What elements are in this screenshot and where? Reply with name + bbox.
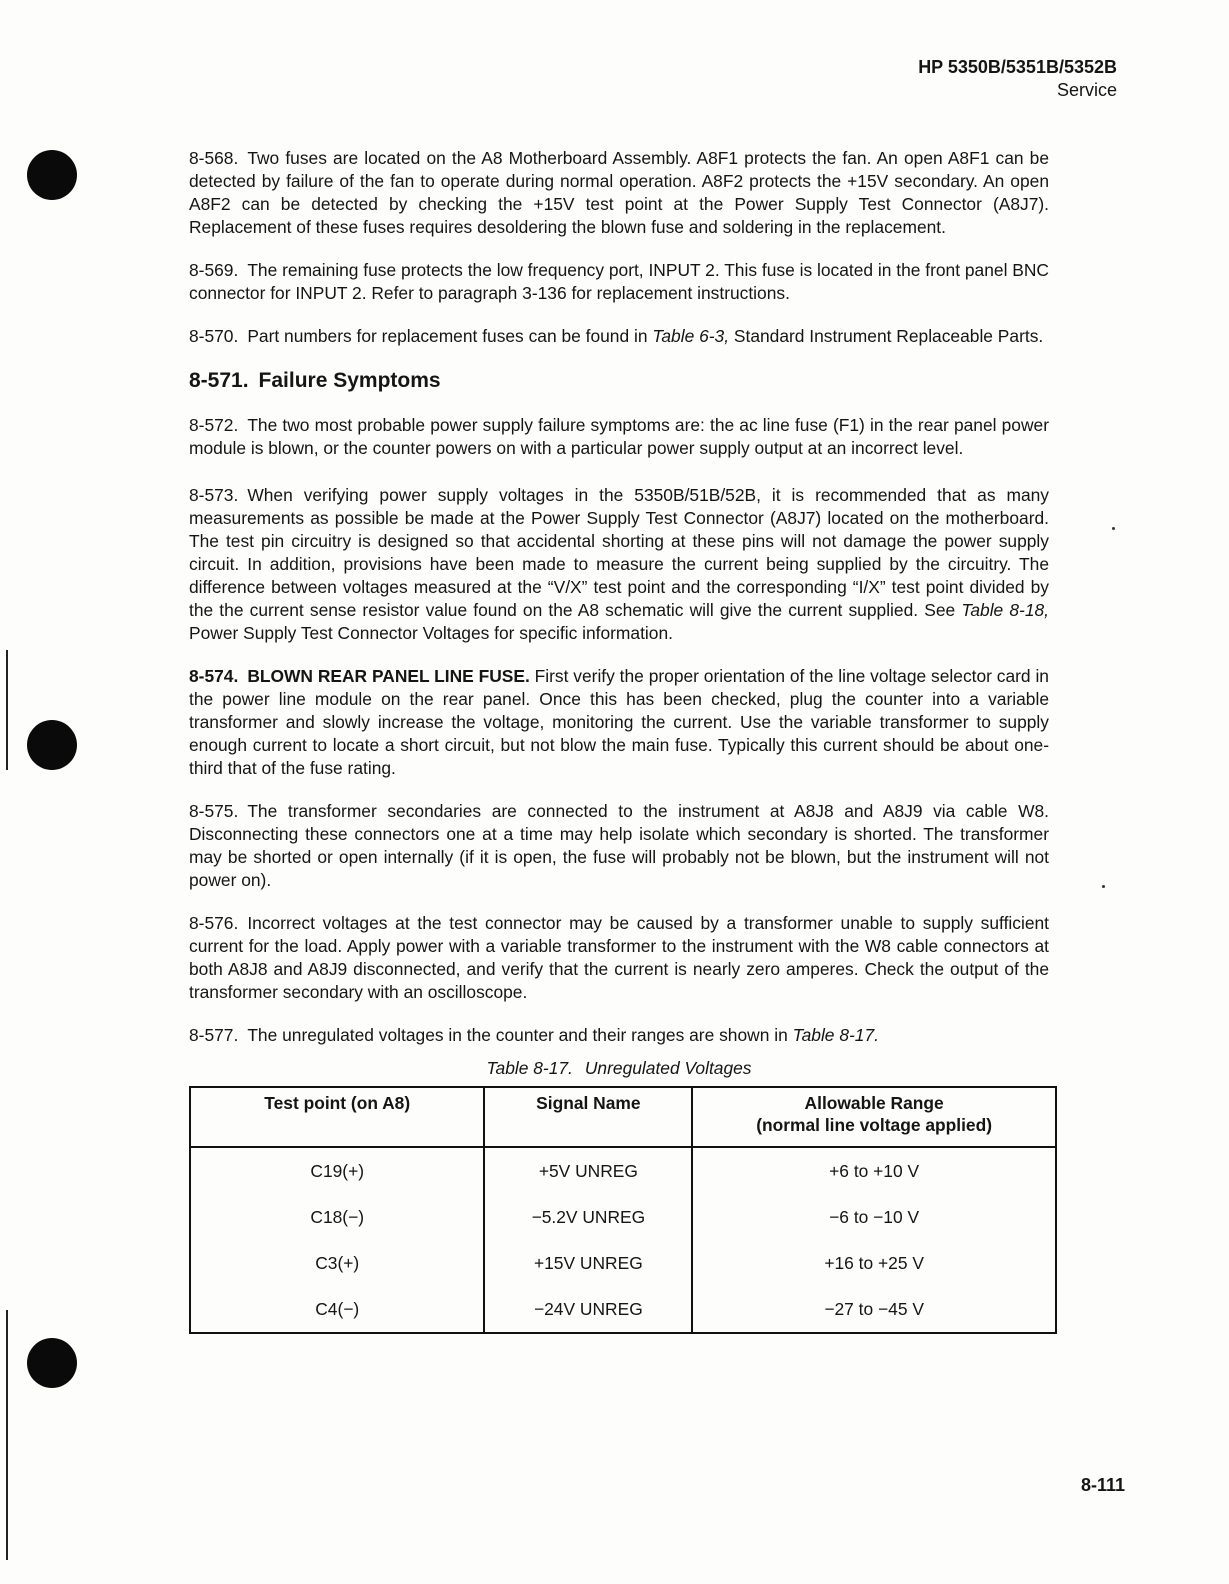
table-cell: −27 to −45 V	[692, 1286, 1056, 1333]
paragraph-8-576	[189, 912, 1049, 1004]
paragraph-8-568	[189, 147, 1049, 239]
paragraph-text: Power Supply Test Connector Voltages for specific information.	[189, 623, 673, 643]
paragraph-8-570	[189, 325, 1049, 348]
table-row	[190, 1286, 1056, 1333]
paragraph-text: Part numbers for replacement fuses can be found in	[247, 326, 653, 346]
section-heading	[189, 368, 1049, 394]
scan-speck	[1102, 885, 1105, 888]
paragraph-text: First verify the proper orientation of the line voltage selector card in the power line module on the rear panel. Once this has been checked, plug the counter into a variable transformer and slowly increase the voltage, monitoring the current. Use the variable transformer to supply enough current to locate a short circuit, but not blow the main fuse. Typically this current should be about one-third that of the fuse rating.	[189, 666, 1049, 778]
page-body	[189, 147, 1049, 1334]
paragraph-number: 8-569.	[189, 260, 239, 280]
caption-title: Unregulated Voltages	[584, 1058, 752, 1078]
table-row	[190, 1147, 1056, 1194]
heading-title: Failure Symptoms	[258, 369, 441, 392]
paragraph-text: Incorrect voltages at the test connector may be caused by a transformer unable to supply sufficient current for the load. Apply power with a variable transformer to the instrument with the W8 cable connectors at both A8J8 and A8J9 disconnected, and verify that the current is nearly zero amperes. Check the output of the transformer secondary with an oscilloscope.	[189, 913, 1049, 1002]
table-cell: +6 to +10 V	[692, 1147, 1056, 1194]
paragraph-number: 8-576.	[189, 913, 239, 933]
paragraph-number: 8-570.	[189, 326, 239, 346]
table-reference: Table 8-17.	[792, 1025, 879, 1045]
header-section: Service	[1056, 80, 1117, 100]
caption-number: Table 8-17.	[486, 1058, 573, 1078]
table-cell: −24V UNREG	[484, 1286, 692, 1333]
table-cell: −5.2V UNREG	[484, 1194, 692, 1240]
paragraph-text: The two most probable power supply failure symptoms are: the ac line fuse (F1) in the rear panel power module is blown, or the counter powers on with a particular power supply output at an incorrect level.	[189, 415, 1049, 458]
paragraph-number: 8-572.	[189, 415, 239, 435]
column-header	[692, 1087, 1056, 1147]
scan-speck	[1112, 527, 1115, 530]
paragraph-text: The transformer secondaries are connected to the instrument at A8J8 and A8J9 via cable W8. Disconnecting these connectors one at a time may help isolate which secondary is shorted. The transformer may be shorted or open internally (if it is open, the fuse will probably not be blown, but the instrument will not power on).	[189, 801, 1049, 890]
paragraph-text: When verifying power supply voltages in the 5350B/51B/52B, it is recommended that as many measurements as possible be made at the Power Supply Test Connector (A8J7) located on the motherboard. The test pin circuitry is designed so that accidental shorting at these pins will not damage the power supply circuit. In addition, provisions have been made to measure the current being supplied by the circuitry. The difference between voltages measured at the “V/X” test point and the corresponding “I/X” test point divided by the the current sense resistor value found on the A8 schematic will give the current supplied. See	[189, 485, 1049, 620]
table-cell: C19(+)	[190, 1147, 484, 1194]
binder-hole-bottom	[27, 1338, 77, 1388]
paragraph-8-574	[189, 665, 1049, 780]
paragraph-text: The remaining fuse protects the low frequency port, INPUT 2. This fuse is located in the front panel BNC connector for INPUT 2. Refer to paragraph 3-136 for replacement instructions.	[189, 260, 1049, 303]
unregulated-voltages-table	[189, 1086, 1057, 1334]
column-header: Signal Name	[484, 1087, 692, 1147]
header-line: (normal line voltage applied)	[756, 1115, 993, 1135]
paragraph-8-573	[189, 484, 1049, 645]
table-cell: +15V UNREG	[484, 1240, 692, 1286]
page-header	[918, 56, 1117, 102]
table-row	[190, 1194, 1056, 1240]
heading-number: 8-571.	[189, 369, 249, 392]
paragraph-number: 8-568.	[189, 148, 239, 168]
table-cell: −6 to −10 V	[692, 1194, 1056, 1240]
paragraph-8-569	[189, 259, 1049, 305]
paragraph-number: 8-577.	[189, 1025, 239, 1045]
paragraph-number: 8-574.	[189, 666, 239, 686]
table-cell: +5V UNREG	[484, 1147, 692, 1194]
paragraph-number: 8-575.	[189, 801, 239, 821]
column-header: Test point (on A8)	[190, 1087, 484, 1147]
paragraph-8-572	[189, 414, 1049, 460]
paragraph-8-575	[189, 800, 1049, 892]
table-reference: Table 8-18,	[961, 600, 1050, 620]
table-cell: C18(−)	[190, 1194, 484, 1240]
paragraph-text: The unregulated voltages in the counter and their ranges are shown in	[247, 1025, 793, 1045]
scan-edge-mark	[6, 1310, 8, 1560]
table-reference: Table 6-3,	[652, 326, 730, 346]
scan-edge-mark	[6, 650, 8, 770]
table-header-row	[190, 1087, 1056, 1147]
page-number: 8-111	[1080, 1475, 1125, 1495]
table-caption	[189, 1057, 1049, 1080]
paragraph-text: Standard Instrument Replaceable Parts.	[729, 326, 1044, 346]
binder-hole-top	[27, 150, 77, 200]
header-model: HP 5350B/5351B/5352B	[918, 57, 1117, 77]
table-cell: +16 to +25 V	[692, 1240, 1056, 1286]
table-cell: C4(−)	[190, 1286, 484, 1333]
paragraph-number: 8-573.	[189, 485, 239, 505]
paragraph-8-577	[189, 1024, 1049, 1047]
table-row	[190, 1240, 1056, 1286]
paragraph-lead: BLOWN REAR PANEL LINE FUSE.	[247, 666, 530, 686]
binder-hole-middle	[27, 720, 77, 770]
paragraph-text: Two fuses are located on the A8 Motherboard Assembly. A8F1 protects the fan. An open A8F1 can be detected by failure of the fan to operate during normal operation. A8F2 protects the +15V secondary. An open A8F2 can be detected by checking the +15V test point at the Power Supply Test Connector (A8J7). Replacement of these fuses requires desoldering the blown fuse and soldering in the replacement.	[189, 148, 1049, 237]
table-cell: C3(+)	[190, 1240, 484, 1286]
header-line: Allowable Range	[804, 1093, 944, 1113]
